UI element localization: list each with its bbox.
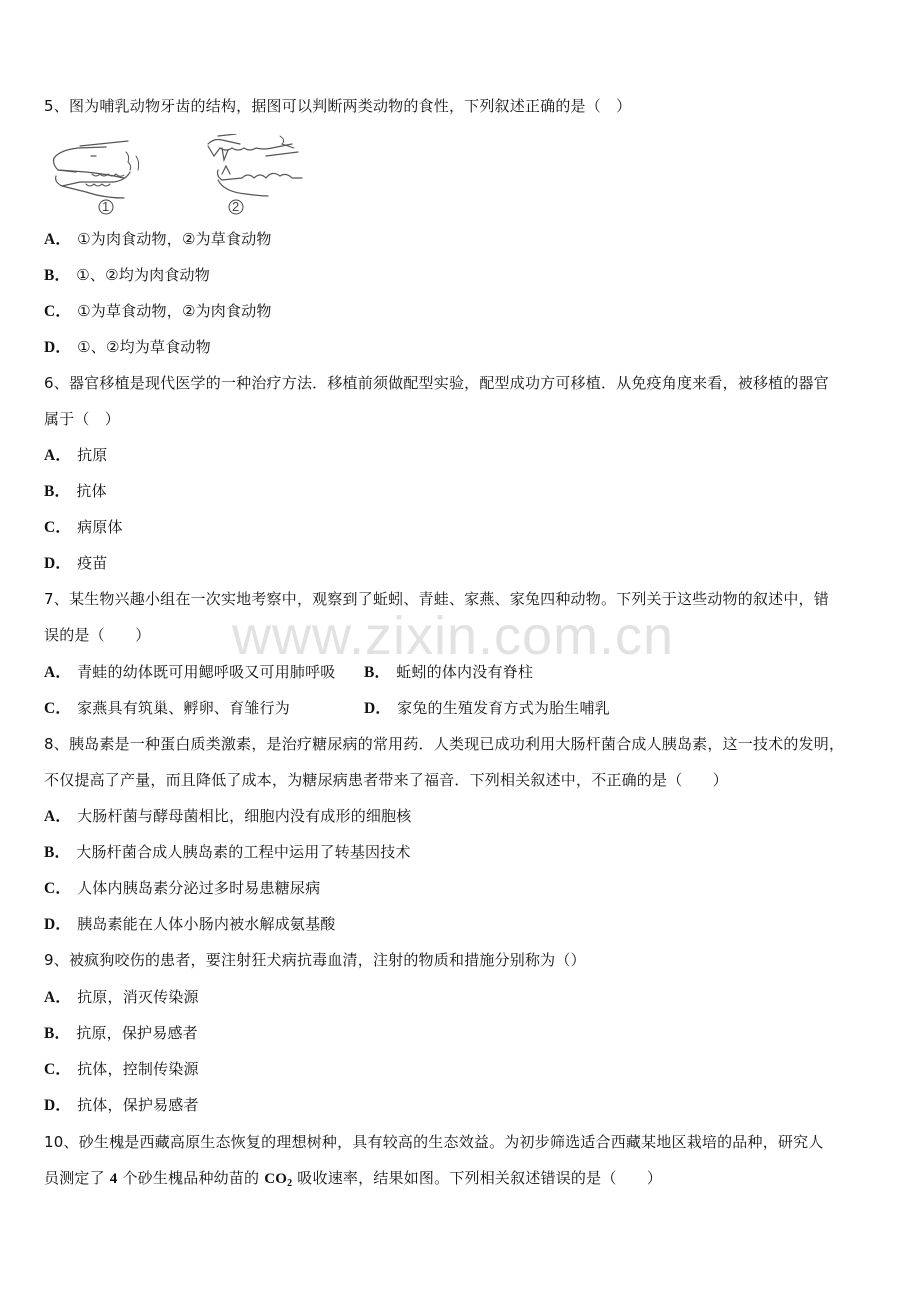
stem-text: 图为哺乳动物牙齿的结构，据图可以判断两类动物的食性，下列叙述正确的是（ ） bbox=[68, 97, 632, 115]
question-7-stem-cont bbox=[44, 625, 150, 645]
option-text: 抗体，控制传染源 bbox=[77, 1060, 199, 1078]
q6-option-d bbox=[44, 553, 108, 574]
option-text: 抗原，消灭传染源 bbox=[77, 988, 199, 1006]
q7-options-row-1 bbox=[44, 662, 884, 683]
q9-option-a bbox=[44, 987, 199, 1008]
q6-option-b bbox=[44, 481, 107, 502]
option-text: 家兔的生殖发育方式为胎生哺乳 bbox=[397, 699, 610, 717]
q6-option-c bbox=[44, 517, 123, 538]
question-number: 5、 bbox=[44, 97, 69, 115]
stem-text: 属于（ ） bbox=[44, 410, 121, 428]
option-letter: B． bbox=[44, 1025, 71, 1042]
option-letter: D． bbox=[44, 339, 72, 356]
question-number: 8、 bbox=[44, 735, 69, 753]
option-text: 胰岛素能在人体小肠内被水解成氨基酸 bbox=[77, 915, 336, 933]
q5-option-a bbox=[44, 229, 272, 250]
figure-label-2: 2 bbox=[232, 199, 240, 214]
option-letter: B． bbox=[44, 267, 71, 284]
option-text: 病原体 bbox=[77, 518, 123, 536]
option-letter: D． bbox=[44, 1097, 72, 1114]
q9-option-c bbox=[44, 1059, 199, 1080]
question-9-stem bbox=[44, 950, 586, 970]
option-letter: A． bbox=[44, 989, 72, 1006]
stem-text: 砂生槐是西藏高原生态恢复的理想树种，具有较高的生态效益。为初步筛选适合西藏某地区栽培的品种，研究人 bbox=[78, 1133, 824, 1151]
question-10-stem-cont bbox=[44, 1168, 662, 1194]
q5-option-c bbox=[44, 301, 272, 322]
option-letter: D． bbox=[44, 555, 72, 572]
option-text: ①为草食动物，②为肉食动物 bbox=[77, 302, 272, 320]
option-text: 大肠杆菌合成人胰岛素的工程中运用了转基因技术 bbox=[76, 843, 411, 861]
option-text: 抗体 bbox=[76, 482, 107, 500]
figure-label-1: 1 bbox=[102, 199, 110, 214]
option-text: 抗原 bbox=[77, 446, 108, 464]
option-text: 蚯蚓的体内没有脊柱 bbox=[396, 663, 534, 681]
option-text: ①、②均为草食动物 bbox=[77, 338, 211, 356]
option-text: 青蛙的幼体既可用鳃呼吸又可用肺呼吸 bbox=[77, 663, 336, 681]
watermark: www.zixin.com.cn bbox=[232, 606, 675, 666]
question-number: 6、 bbox=[44, 374, 69, 392]
q8-option-b bbox=[44, 842, 411, 863]
option-text: ①为肉食动物，②为草食动物 bbox=[77, 230, 272, 248]
option-text: ①、②均为肉食动物 bbox=[76, 266, 210, 284]
option-letter: C． bbox=[44, 1061, 72, 1078]
q7-option-b bbox=[364, 662, 533, 683]
stem-text: 个砂生槐品种幼苗的 bbox=[117, 1169, 265, 1187]
q7-option-c bbox=[44, 699, 290, 717]
option-letter: A． bbox=[44, 664, 72, 681]
option-letter: A． bbox=[44, 447, 72, 464]
option-letter: D． bbox=[364, 700, 392, 717]
question-number: 10、 bbox=[44, 1133, 79, 1151]
q8-option-c bbox=[44, 878, 320, 899]
q9-option-b bbox=[44, 1023, 198, 1044]
option-text: 抗体，保护易感者 bbox=[77, 1096, 199, 1114]
question-number: 7、 bbox=[44, 590, 69, 608]
question-5-stem bbox=[44, 96, 631, 116]
option-letter: D． bbox=[44, 916, 72, 933]
q6-option-a bbox=[44, 445, 108, 466]
q9-option-d bbox=[44, 1095, 199, 1116]
chemical-formula: CO bbox=[264, 1171, 288, 1187]
stem-text: 胰岛素是一种蛋白质类激素，是治疗糖尿病的常用药．人类现已成功利用大肠杆菌合成人胰岛素，这一技术的发明， bbox=[68, 735, 845, 753]
question-6-stem bbox=[44, 373, 829, 393]
stem-text: 被疯狗咬伤的患者，要注射狂犬病抗毒血清，注射的物质和措施分别称为（） bbox=[68, 951, 586, 969]
option-letter: B． bbox=[364, 664, 391, 681]
question-7-stem bbox=[44, 589, 829, 609]
option-letter: C． bbox=[44, 519, 72, 536]
option-text: 家燕具有筑巢、孵卵、育雏行为 bbox=[77, 699, 290, 717]
q5-option-b bbox=[44, 265, 210, 286]
question-10-stem bbox=[44, 1132, 824, 1152]
stem-text: 误的是（ ） bbox=[44, 626, 151, 644]
chemical-subscript: 2 bbox=[287, 1178, 293, 1189]
option-text: 人体内胰岛素分泌过多时易患糖尿病 bbox=[77, 879, 321, 897]
option-letter: C． bbox=[44, 303, 72, 320]
question-6-stem-cont bbox=[44, 409, 120, 429]
stem-text: 不仅提高了产量，而且降低了成本，为糖尿病患者带来了福音．下列相关叙述中，不正确的是（ ） bbox=[44, 771, 729, 789]
option-text: 大肠杆菌与酵母菌相比，细胞内没有成形的细胞核 bbox=[77, 807, 412, 825]
stem-text: 吸收速率，结果如图。下列相关叙述错误的是（ ） bbox=[292, 1169, 663, 1187]
option-letter: C． bbox=[44, 880, 72, 897]
q7-option-d bbox=[364, 698, 610, 719]
stem-number: 4 bbox=[109, 1171, 118, 1187]
q7-options-row-2 bbox=[44, 698, 884, 719]
question-8-stem-cont bbox=[44, 770, 728, 790]
stem-text: 员测定了 bbox=[44, 1169, 110, 1187]
stem-text: 器官移植是现代医学的一种治疗方法．移植前须做配型实验，配型成功方可移植．从免疫角度来看，被移植的器官 bbox=[68, 374, 829, 392]
question-8-stem bbox=[44, 734, 844, 754]
option-letter: A． bbox=[44, 808, 72, 825]
option-letter: B． bbox=[44, 844, 71, 861]
q8-option-d bbox=[44, 914, 336, 935]
q7-option-a bbox=[44, 663, 336, 681]
teeth-figure bbox=[46, 134, 316, 216]
option-letter: A． bbox=[44, 231, 72, 248]
question-number: 9、 bbox=[44, 951, 69, 969]
option-text: 抗原，保护易感者 bbox=[76, 1024, 198, 1042]
option-letter: C． bbox=[44, 700, 72, 717]
option-letter: B． bbox=[44, 483, 71, 500]
q5-option-d bbox=[44, 337, 211, 358]
q8-option-a bbox=[44, 806, 412, 827]
option-text: 疫苗 bbox=[77, 554, 108, 572]
stem-text: 某生物兴趣小组在一次实地考察中，观察到了蚯蚓、青蛙、家燕、家兔四种动物。下列关于这些动物的叙述中，错 bbox=[68, 590, 829, 608]
